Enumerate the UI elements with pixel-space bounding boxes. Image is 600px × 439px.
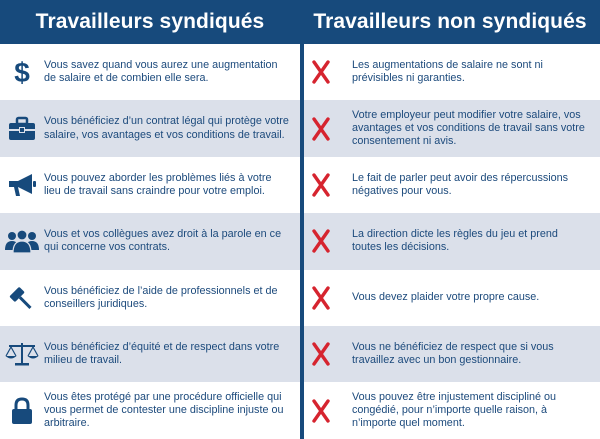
x-mark-icon [310, 398, 332, 424]
group-icon [5, 228, 39, 254]
non-union-text: Vous ne bénéficiez de respect que si vous travaillez avec un bon gestionnaire. [352, 340, 554, 367]
union-benefit-text: Vous êtes protégé par une procédure officielle qui vous permet de contester une discipline injuste ou arbitraire. [44, 390, 284, 430]
union-benefit-text: Vous savez quand vous aurez une augmentation de salaire et de combien elle sera. [44, 58, 278, 85]
dollar-icon [11, 57, 33, 87]
non-union-text: Votre employeur peut modifier votre salaire, vos avantages et vos conditions de travail sans votre consentement ni avis. [352, 108, 585, 148]
x-mark-icon [310, 285, 332, 311]
scales-icon [5, 341, 39, 367]
union-benefit-text: Vous bénéficiez d’équité et de respect dans votre milieu de travail. [44, 340, 280, 367]
briefcase-icon [7, 116, 37, 142]
non-union-text: La direction dicte les règles du jeu et prend toutes les décisions. [352, 228, 558, 254]
union-benefit-text: Vous et vos collègues avez droit à la parole en ce qui concerne vos contrats. [44, 228, 282, 254]
x-mark-icon [310, 172, 332, 198]
column-divider [300, 44, 304, 439]
union-benefit-text: Vous pouvez aborder les problèmes liés à votre lieu de travail sans craindre pour votre emploi. [44, 171, 272, 197]
x-mark-icon [310, 59, 332, 85]
left-column-title: Travailleurs syndiqués [35, 10, 265, 33]
union-benefit-text: Vous bénéficiez de l’aide de professionnels et de conseillers juridiques. [44, 284, 278, 310]
non-union-text: Vous pouvez être injustement discipliné ou congédié, pour n’importe quelle raison, à n’importe quel moment. [352, 390, 557, 430]
non-union-text: Le fait de parler peut avoir des répercussions négatives pour vous. [352, 171, 569, 197]
non-union-text: Les augmentations de salaire ne sont ni prévisibles ni garanties. [352, 58, 543, 85]
lock-icon [10, 397, 34, 425]
union-benefit-text: Vous bénéficiez d’un contrat légal qui protège votre salaire, vos avantages et vos conditions de travail. [44, 115, 289, 141]
megaphone-icon [6, 172, 38, 198]
gavel-icon [8, 284, 36, 312]
right-column-title: Travailleurs non syndiqués [313, 10, 587, 33]
x-mark-icon [310, 228, 332, 254]
non-union-text: Vous devez plaider votre propre cause. [352, 291, 540, 304]
x-mark-icon [310, 341, 332, 367]
table-header [0, 0, 600, 44]
x-mark-icon [310, 116, 332, 142]
svg-text:$: $ [14, 57, 30, 88]
